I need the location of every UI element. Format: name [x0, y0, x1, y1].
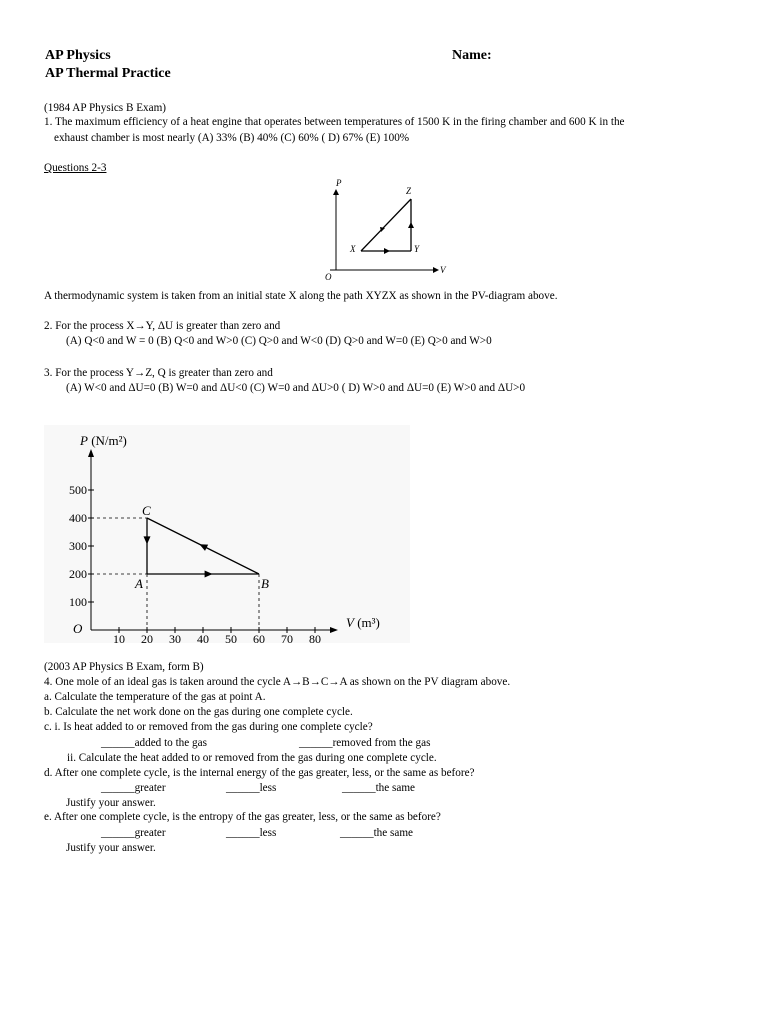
chart-x-axis-arrow — [330, 627, 338, 633]
arrow-xy — [384, 248, 390, 254]
x-tick-label: 30 — [169, 632, 181, 643]
arrow-yz — [408, 222, 414, 228]
e-justify: Justify your answer. — [66, 842, 156, 854]
course-title: AP Physics — [45, 48, 111, 63]
arrow-a-b — [205, 571, 213, 578]
point-a-label: A — [135, 576, 143, 591]
point-b-label: B — [261, 576, 269, 591]
q1-line1: 1. The maximum efficiency of a heat engine that operates between temperatures of 1500 K in the firing chamber and 600 K in the — [44, 116, 625, 128]
c-removed-blank[interactable]: ______removed from the gas — [299, 737, 431, 749]
x-axis-label: V (m³) — [346, 615, 380, 630]
v-axis-label: V — [440, 265, 446, 275]
q3-stem: 3. For the process Y→Z, Q is greater than zero and — [44, 367, 273, 379]
p-axis-label: P — [336, 178, 342, 188]
c-added-blank[interactable]: ______added to the gas — [101, 737, 207, 749]
arrow-c-a — [144, 536, 151, 544]
q4-part-c-i: c. i. Is heat added to or removed from the gas during one complete cycle? — [44, 721, 373, 733]
q23-intro: A thermodynamic system is taken from an initial state X along the path XYZX as shown in the PV-diagram above. — [44, 290, 558, 302]
y-tick-label: 200 — [69, 567, 87, 581]
q23-heading: Questions 2-3 — [44, 162, 107, 174]
x-tick-label: 40 — [197, 632, 209, 643]
q4-stem: 4. One mole of an ideal gas is taken around the cycle A→B→C→A as shown on the PV diagram above. — [44, 676, 511, 688]
q4-part-d: d. After one complete cycle, is the internal energy of the gas greater, less, or the same as before? — [44, 767, 475, 779]
d-justify: Justify your answer. — [66, 797, 156, 809]
point-y-label: Y — [414, 244, 420, 254]
q4-part-b: b. Calculate the net work done on the gas during one complete cycle. — [44, 706, 353, 718]
x-tick-label: 10 — [113, 632, 125, 643]
q4-part-c-ii: ii. Calculate the heat added to or removed from the gas during one complete cycle. — [67, 752, 437, 764]
y-tick-label: 100 — [69, 595, 87, 609]
y-tick-label: 300 — [69, 539, 87, 553]
q4-part-a: a. Calculate the temperature of the gas at point A. — [44, 691, 266, 703]
chart-y-axis-arrow — [88, 449, 94, 457]
point-c-label: C — [142, 503, 151, 518]
e-less-blank[interactable]: ______less — [226, 827, 277, 839]
path-zx — [361, 199, 411, 251]
x-tick-label: 60 — [253, 632, 265, 643]
x-tick-label: 50 — [225, 632, 237, 643]
x-tick-label: 70 — [281, 632, 293, 643]
e-greater-blank[interactable]: ______greater — [101, 827, 166, 839]
y-tick-label: 400 — [69, 511, 87, 525]
e-same-blank[interactable]: ______the same — [340, 827, 414, 839]
xyz-pv-diagram — [318, 176, 452, 286]
d-same-blank[interactable]: ______the same — [342, 782, 416, 794]
q3-choices: (A) W<0 and ΔU=0 (B) W=0 and ΔU<0 (C) W=0 and ΔU>0 ( D) W>0 and ΔU=0 (E) W>0 and ΔU>0 — [66, 382, 526, 394]
q4-part-e: e. After one complete cycle, is the entropy of the gas greater, less, or the same as before? — [44, 811, 441, 823]
q1-source: (1984 AP Physics B Exam) — [44, 102, 167, 114]
point-x-label: X — [350, 244, 356, 254]
d-greater-blank[interactable]: ______greater — [101, 782, 166, 794]
q1-line2: exhaust chamber is most nearly (A) 33% (B) 40% (C) 60% ( D) 67% (E) 100% — [54, 132, 410, 144]
q4-source: (2003 AP Physics B Exam, form B) — [44, 661, 204, 673]
point-z-label: Z — [406, 186, 412, 196]
y-axis-label: P (N/m²) — [80, 433, 127, 448]
q2-choices: (A) Q<0 and W = 0 (B) Q<0 and W>0 (C) Q>0 and W<0 (D) Q>0 and W=0 (E) Q>0 and W>0 — [66, 335, 492, 347]
chart-origin-label: O — [73, 621, 83, 636]
abc-pv-chart — [44, 425, 410, 643]
origin-label: O — [325, 272, 332, 282]
q2-stem: 2. For the process X→Y, ΔU is greater than zero and — [44, 320, 281, 332]
page-title: AP Thermal Practice — [45, 66, 171, 81]
x-tick-label: 80 — [309, 632, 321, 643]
d-less-blank[interactable]: ______less — [226, 782, 277, 794]
x-tick-label: 20 — [141, 632, 153, 643]
name-label: Name: — [452, 48, 492, 63]
y-tick-label: 500 — [69, 483, 87, 497]
